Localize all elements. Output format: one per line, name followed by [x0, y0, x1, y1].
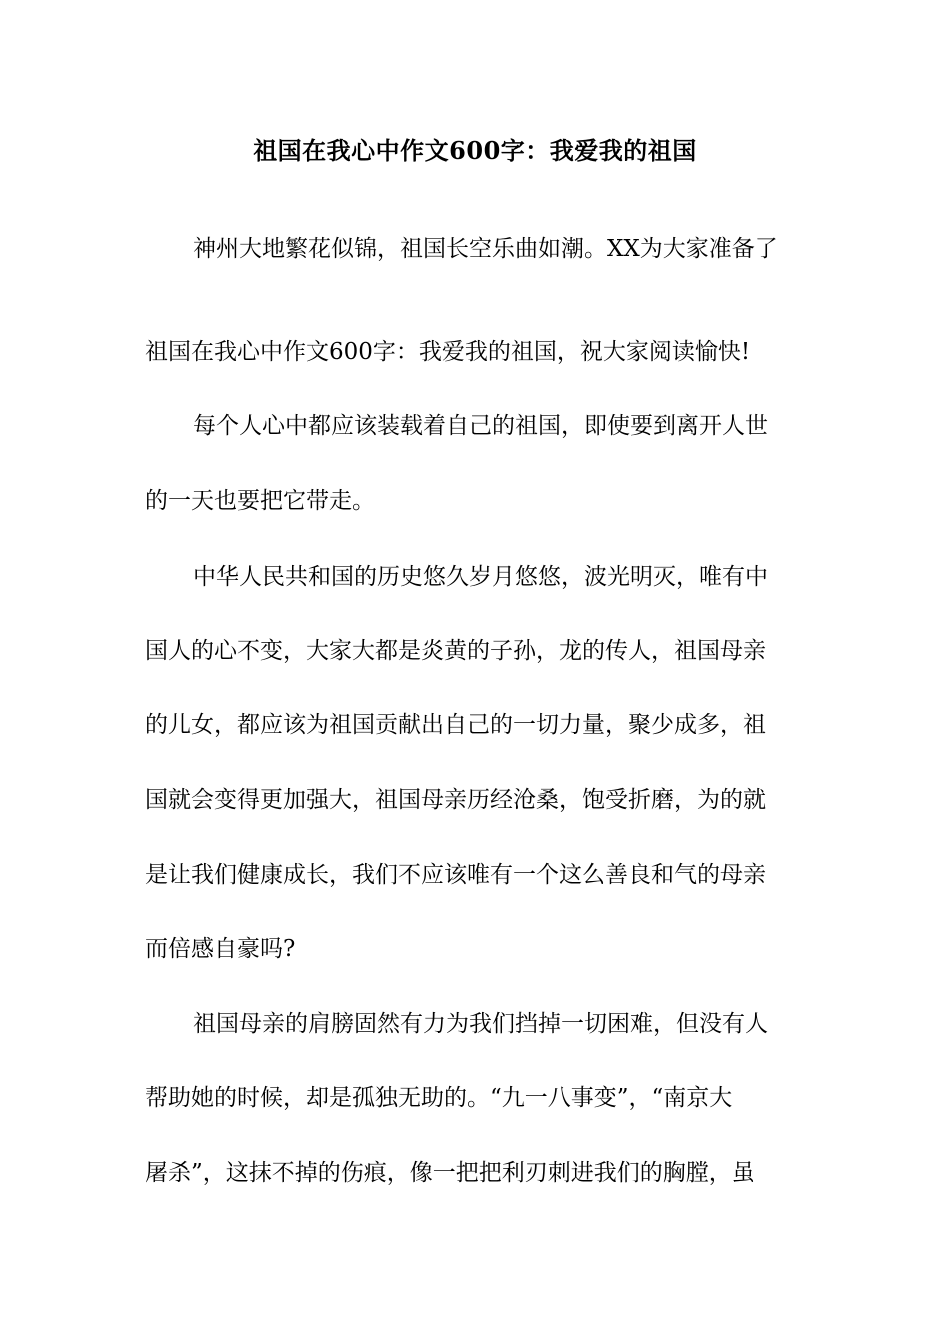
paragraph-1-line-1: 神州大地繁花似锦，祖国长空乐曲如潮。XX为大家准备了: [193, 236, 778, 262]
document-title: 祖国在我心中作文600字：我爱我的祖国: [253, 136, 697, 165]
paragraph-4-line-3: 屠杀”，这抹不掉的伤痕，像一把把利刃刺进我们的胸膛，虽: [145, 1160, 755, 1186]
paragraph-3-line-4: 国就会变得更加强大，祖国母亲历经沧桑，饱受折磨，为的就: [145, 787, 766, 813]
paragraph-3-line-2: 国人的心不变，大家大都是炎黄的子孙，龙的传人，祖国母亲: [145, 638, 766, 664]
paragraph-3-line-5: 是让我们健康成长，我们不应该唯有一个这么善良和气的母亲: [145, 862, 766, 888]
paragraph-3-line-1: 中华人民共和国的历史悠久岁月悠悠，波光明灭，唯有中: [193, 564, 768, 590]
paragraph-2-line-2: 的一天也要把它带走。: [145, 488, 375, 514]
paragraph-3-line-3: 的儿女，都应该为祖国贡献出自己的一切力量，聚少成多，祖: [145, 712, 766, 738]
paragraph-4-line-1: 祖国母亲的肩膀固然有力为我们挡掉一切困难，但没有人: [193, 1011, 768, 1037]
paragraph-3-line-6: 而倍感自豪吗?: [145, 936, 296, 962]
paragraph-2-line-1: 每个人心中都应该装载着自己的祖国，即使要到离开人世: [193, 413, 768, 439]
paragraph-4-line-2: 帮助她的时候，却是孤独无助的。“九一八事变”，“南京大: [145, 1085, 733, 1111]
paragraph-1-line-2: 祖国在我心中作文600字：我爱我的祖国，祝大家阅读愉快!: [145, 339, 751, 365]
